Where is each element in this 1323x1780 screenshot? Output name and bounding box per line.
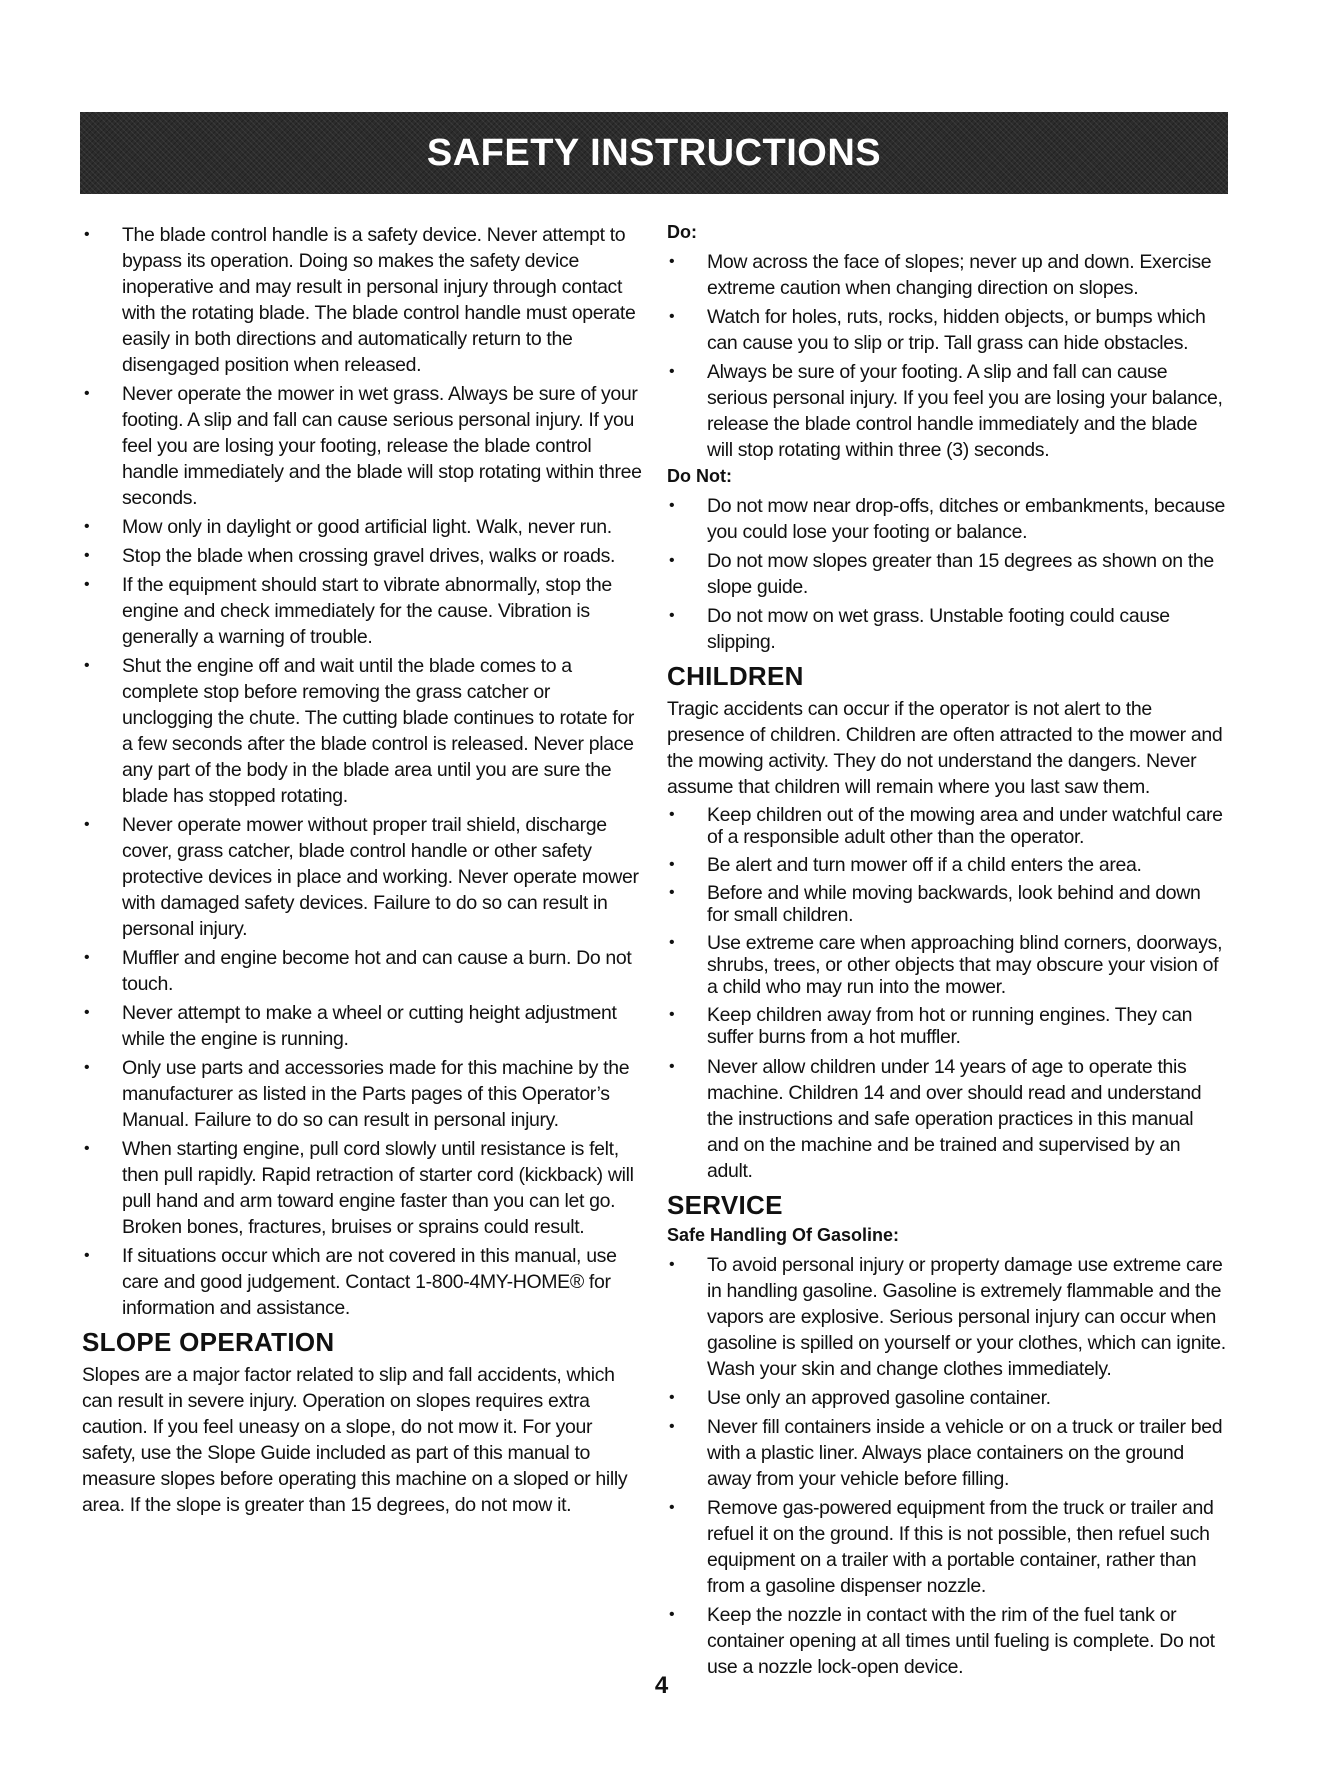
list-item: • Mow only in daylight or good artificial light. Walk, never run. [82,514,642,540]
list-item: • Never allow children under 14 years of age to operate this machine. Children 14 and over should read and understand the instructions and safe operation practices in this manual and on the machine and be trained and supervised by an adult. [667,1054,1227,1184]
list-item: • The blade control handle is a safety device. Never attempt to bypass its operation. Doing so makes the safety device inoperative and may result in personal injury through contact with the rotating blade. The blade control handle must operate easily in both directions and automatically return to the disengaged position when released. [82,222,642,378]
list-item: • Mow across the face of slopes; never up and down. Exercise extreme caution when changing direction on slopes. [667,249,1227,301]
list-item: • Stop the blade when crossing gravel drives, walks or roads. [82,543,642,569]
list-item: • To avoid personal injury or property damage use extreme care in handling gasoline. Gasoline is extremely flammable and the vapors are explosive. Serious personal injury can occur when gasoline is spilled on yourself or your clothes, which can ignite. Wash your skin and change clothes immediately. [667,1252,1227,1382]
list-item: • Always be sure of your footing. A slip and fall can cause serious personal injury. If you feel you are losing your balance, release the blade control handle immediately and the blade will stop rotating within three (3) seconds. [667,359,1227,463]
list-item: • Do not mow slopes greater than 15 degrees as shown on the slope guide. [667,548,1227,600]
page-number: 4 [654,1672,669,1699]
gasoline-list [667,1252,1227,1680]
list-item: • Do not mow on wet grass. Unstable footing could cause slipping. [667,603,1227,655]
list-item: • Muffler and engine become hot and can cause a burn. Do not touch. [82,945,642,997]
list-item: • Keep children away from hot or running engines. They can suffer burns from a hot muffler. [667,1004,1227,1048]
list-item: • Watch for holes, ruts, rocks, hidden objects, or bumps which can cause you to slip or trip. Tall grass can hide obstacles. [667,304,1227,356]
list-item: • Keep the nozzle in contact with the rim of the fuel tank or container opening at all times until fueling is complete. Do not use a nozzle lock-open device. [667,1602,1227,1680]
children-heading: CHILDREN [667,661,804,691]
general-safety-list [82,222,642,1321]
list-item: • Keep children out of the mowing area and under watchful care of a responsible adult other than the operator. [667,804,1227,848]
right-column [667,222,1227,1683]
list-item: • Be alert and turn mower off if a child enters the area. [667,854,1227,876]
list-item: • Never fill containers inside a vehicle or on a truck or trailer bed with a plastic liner. Always place containers on the ground away from your vehicle before filling. [667,1414,1227,1492]
list-item: • Use only an approved gasoline container. [667,1385,1227,1411]
list-item: • Do not mow near drop-offs, ditches or embankments, because you could lose your footing or balance. [667,493,1227,545]
list-item: • Only use parts and accessories made for this machine by the manufacturer as listed in the Parts pages of this Operator’s Manual. Failure to do so can result in personal injury. [82,1055,642,1133]
do-heading: Do: [667,222,697,242]
gasoline-subheading: Safe Handling Of Gasoline: [667,1225,900,1245]
children-age-list [667,1054,1227,1184]
children-list [667,804,1227,1048]
list-item: • If situations occur which are not covered in this manual, use care and good judgement. Contact 1-800-4MY-HOME® for information and assistance. [82,1243,642,1321]
do-list [667,249,1227,463]
children-text: Tragic accidents can occur if the operator is not alert to the presence of children. Children are often attracted to the mower and the mowing activity. They do not understand the dangers. Never assume that children will remain where you last saw them. [667,698,1223,798]
list-item: • If the equipment should start to vibrate abnormally, stop the engine and check immediately for the cause. Vibration is generally a warning of trouble. [82,572,642,650]
slope-operation-heading: SLOPE OPERATION [82,1327,335,1357]
list-item: • Remove gas-powered equipment from the truck or trailer and refuel it on the ground. If this is not possible, then refuel such equipment on a trailer with a portable container, rather than from a gasoline dispenser nozzle. [667,1495,1227,1599]
page-title: SAFETY INSTRUCTIONS [426,131,882,174]
service-heading: SERVICE [667,1190,783,1220]
list-item: • Shut the engine off and wait until the blade comes to a complete stop before removing the grass catcher or unclogging the chute. The cutting blade continues to rotate for a few seconds after the blade control is released. Never place any part of the body in the blade area until you are sure the blade has stopped rotating. [82,653,642,809]
do-not-heading: Do Not: [667,466,732,486]
section-banner [80,112,1228,194]
list-item: • Never attempt to make a wheel or cutting height adjustment while the engine is running. [82,1000,642,1052]
list-item: • Before and while moving backwards, look behind and down for small children. [667,882,1227,926]
list-item: • Use extreme care when approaching blind corners, doorways, shrubs, trees, or other objects that may obscure your vision of a child who may run into the mower. [667,932,1227,998]
list-item: • Never operate mower without proper trail shield, discharge cover, grass catcher, blade control handle or other safety protective devices in place and working. Never operate mower with damaged safety devices. Failure to do so can result in personal injury. [82,812,642,942]
list-item: • Never operate the mower in wet grass. Always be sure of your footing. A slip and fall can cause serious personal injury. If you feel you are losing your footing, release the blade control handle immediately and the blade will stop rotating within three seconds. [82,381,642,511]
slope-operation-text: Slopes are a major factor related to slip and fall accidents, which can result in severe injury. Operation on slopes requires extra caution. If you feel uneasy on a slope, do not mow it. For your safety, use the Slope Guide included as part of this manual to measure slopes before operating this machine on a sloped or hilly area. If the slope is greater than 15 degrees, do not mow it. [82,1364,628,1516]
list-item: • When starting engine, pull cord slowly until resistance is felt, then pull rapidly. Rapid retraction of starter cord (kickback) will pull hand and arm toward engine faster than you can let go. Broken bones, fractures, bruises or sprains could result. [82,1136,642,1240]
left-column [82,222,642,1522]
do-not-list [667,493,1227,655]
